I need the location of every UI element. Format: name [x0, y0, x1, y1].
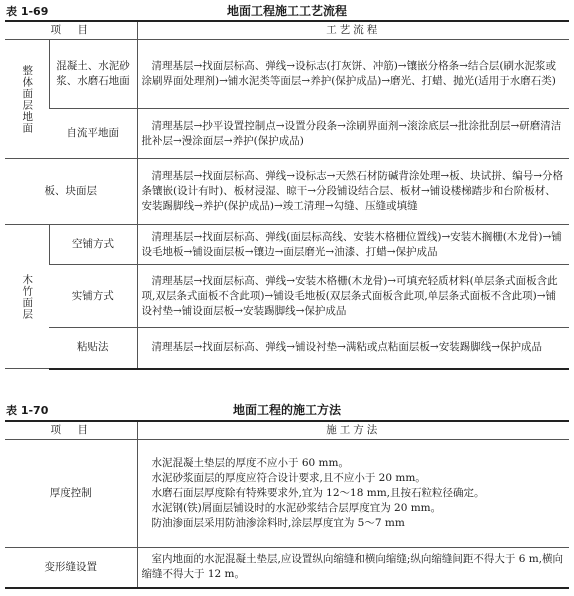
table-row — [5, 265, 569, 328]
row-process: 清理基层→找面层标高、弹线→设标志→天然石材防碱背涂处理→板、块试拼、编号→分格条镶嵌(设计有时)、板材浸湿、晾干→分段铺设结合层、板材→铺设楼梯踏步和台阶板材、安装踢脚线→养护(保护成品)→竣工清理→勾缝、压缝或填缝 — [137, 159, 569, 225]
row-name: 粘贴法 — [49, 328, 137, 369]
table-title: 地面工程施工工艺流程 — [226, 4, 347, 18]
row-name: 板、块面层 — [5, 159, 137, 225]
row-name: 空铺方式 — [49, 225, 137, 265]
header-process: 工艺流程 — [137, 21, 569, 40]
row-process: 清理基层→找面层标高、弹线(面层标高线、安装木格栅位置线)→安装木搁栅(木龙骨)→铺设毛地板→铺设面层板→镶边→面层磨光→油漆、打蜡→保护成品 — [137, 225, 569, 265]
row-process: 清理基层→找面层标高、弹线→设标志(打灰饼、冲筋)→镶嵌分格条→结合层(刷水泥浆或涂刷界面处理剂)→铺水泥类等面层→养护(保护成品)→磨光、打蜡、抛光(适用于水磨石类) — [137, 40, 569, 109]
row-name: 自流平地面 — [49, 109, 137, 159]
group-label-overall: 整体面层地面 — [5, 40, 49, 159]
row-process: 清理基层→找面层标高、弹线→铺设衬垫→满粘或点粘面层板→安装踢脚线→保护成品 — [137, 328, 569, 369]
header-item: 项 目 — [5, 21, 137, 40]
row-name: 实铺方式 — [49, 265, 137, 328]
table-row — [5, 440, 569, 548]
header-method: 施工方法 — [137, 421, 569, 440]
table-row — [5, 40, 569, 109]
row-process: 清理基层→抄平设置控制点→设置分段条→涂刷界面剂→滚涂底层→批涂批刮层→研磨清洁批补层→漫涂面层→养护(保护成品) — [137, 109, 569, 159]
table-number: 表 1-69 — [6, 5, 49, 18]
table-row — [5, 109, 569, 159]
method-line: 水泥钢(铁)屑面层铺设时的水泥砂浆结合层厚度宜为 20 mm。 — [151, 502, 442, 514]
table-row — [5, 225, 569, 265]
method-table — [5, 420, 569, 589]
method-line: 防油渗面层采用防油渗涂料时,涂层厚度宜为 5～7 mm — [151, 517, 405, 529]
header-item: 项 目 — [5, 421, 137, 440]
table-number: 表 1-70 — [6, 404, 49, 417]
group-label-wood: 木竹面层 — [5, 225, 49, 369]
row-name: 变形缝设置 — [5, 548, 137, 588]
table-header-row — [5, 421, 569, 440]
row-name: 混凝土、水泥砂浆、水磨石地面 — [49, 40, 137, 109]
row-method — [137, 440, 569, 548]
method-line: 水泥砂浆面层的厚度应符合设计要求,且不应小于 20 mm。 — [151, 472, 426, 484]
row-method — [137, 548, 569, 588]
method-line: 室内地面的水泥混凝土垫层,应设置纵向缩缝和横向缩缝;纵向缩缝间距不得大于 6 m,横向缩缝不得大于 12 m。 — [141, 553, 564, 581]
method-line: 水磨石面层厚度除有特殊要求外,宜为 12～18 mm,且按石粒粒径确定。 — [151, 487, 485, 499]
table-row — [5, 548, 569, 588]
table-title: 地面工程的施工方法 — [232, 403, 341, 417]
table-row — [5, 159, 569, 225]
process-table — [5, 20, 569, 370]
row-name: 厚度控制 — [5, 440, 137, 548]
table-row — [5, 328, 569, 369]
row-process: 清理基层→找面层标高、弹线→安装木格栅(木龙骨)→可填充轻质材料(单层条式面板含此项,双层条式面板不含此项)→铺设毛地板(双层条式面板含此项,单层条式面板不含此项)→铺设衬垫→铺设面层板→安装踢脚线→保护成品 — [137, 265, 569, 328]
table-header-row — [5, 21, 569, 40]
method-line: 水泥混凝土垫层的厚度不应小于 60 mm。 — [151, 457, 349, 469]
